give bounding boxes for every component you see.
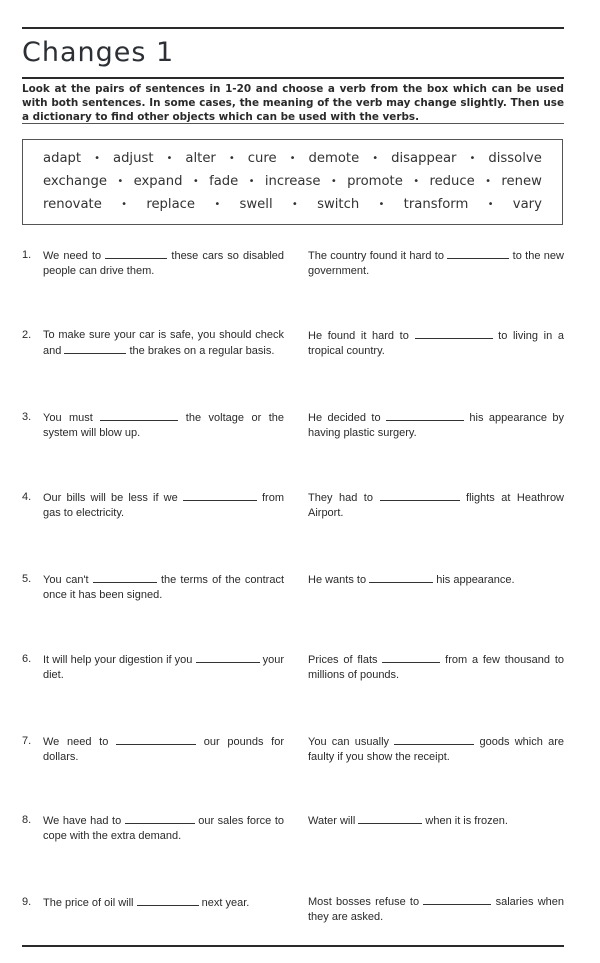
exercise-number: 5. — [22, 573, 32, 585]
sentence-before: The price of oil will — [43, 897, 134, 909]
sentence-after: his appearance by having plastic surgery. — [308, 412, 564, 439]
word: renovate — [43, 197, 102, 212]
sentence-before: To make sure your car is safe, you should check and — [43, 329, 284, 357]
exercise-4-right — [308, 490, 564, 521]
sentence-after: the voltage or the system will blow up. — [43, 412, 284, 439]
exercise-6-right — [308, 652, 564, 683]
bullet-icon: • — [117, 176, 124, 187]
answer-blank[interactable] — [93, 572, 157, 583]
sentence-after: the terms of the contract once it has been signed. — [43, 574, 284, 601]
sentence-before: Water will — [308, 815, 356, 827]
word-box-row — [43, 197, 542, 212]
sentence-after: when it is frozen. — [425, 815, 508, 827]
word: cure — [247, 151, 277, 166]
instructions: Look at the pairs of sentences in 1-20 and choose a verb from the box which can be used with both sentences. In some cases, the meaning of the verb may change slightly. Then use a dictionary to find other objects which can be used with the verbs. — [22, 83, 564, 123]
answer-blank[interactable] — [125, 813, 195, 824]
word: vary — [512, 197, 542, 212]
sentence-before: You can't — [43, 574, 89, 586]
word: alter — [185, 151, 216, 166]
sentence-before: He decided to — [308, 412, 381, 424]
word: reduce — [429, 174, 475, 189]
word: switch — [317, 197, 360, 212]
exercise-6-left — [22, 652, 284, 683]
word: exchange — [43, 174, 107, 189]
bullet-icon: • — [94, 153, 100, 164]
exercise-number: 6. — [22, 653, 32, 665]
bullet-icon: • — [228, 153, 235, 164]
answer-blank[interactable] — [105, 248, 167, 259]
page-title: Changes 1 — [22, 37, 175, 68]
sentence-after: salaries when they are asked. — [308, 896, 565, 923]
sentence-after: your diet. — [43, 654, 284, 681]
answer-blank[interactable] — [116, 734, 196, 745]
bullet-icon: • — [487, 199, 494, 210]
bullet-icon: • — [469, 153, 476, 164]
sentence-before: You can usually — [308, 736, 390, 748]
bullet-icon: • — [248, 176, 255, 187]
answer-blank[interactable] — [196, 652, 260, 663]
exercise-5-right — [308, 572, 564, 588]
exercise-number: 8. — [22, 814, 32, 826]
exercise-8-right — [308, 813, 564, 829]
answer-blank[interactable] — [100, 410, 178, 421]
word: demote — [308, 151, 360, 166]
exercise-1-left — [22, 248, 284, 279]
instructions-rule — [22, 123, 564, 124]
word-box — [22, 139, 563, 225]
sentence-before: Our bills will be less if we — [43, 492, 178, 504]
word: transform — [403, 197, 469, 212]
exercise-7-left — [22, 734, 284, 765]
word: adjust — [112, 151, 154, 166]
exercise-5-left — [22, 572, 284, 603]
exercise-2-left — [22, 328, 284, 359]
bullet-icon: • — [378, 199, 385, 210]
sentence-before: Prices of flats — [308, 654, 378, 666]
sentence-after: next year. — [201, 897, 250, 909]
sentence-before: Most bosses refuse to — [308, 896, 420, 908]
sentence-before: We need to — [43, 736, 109, 748]
sentence-before: He wants to — [308, 574, 367, 586]
exercise-4-left — [22, 490, 284, 521]
word: dissolve — [488, 151, 542, 166]
word-box-row — [43, 174, 542, 189]
sentence-after: from a few thousand to millions of pounds. — [308, 654, 565, 681]
exercise-9-left — [22, 895, 284, 911]
word: renew — [501, 174, 542, 189]
bullet-icon: • — [330, 176, 337, 187]
answer-blank[interactable] — [423, 894, 491, 905]
exercise-2-right — [308, 328, 564, 359]
sentence-before: We have had to — [43, 815, 122, 827]
bullet-icon: • — [214, 199, 221, 210]
bullet-icon: • — [166, 153, 173, 164]
bullet-icon: • — [413, 176, 420, 187]
answer-blank[interactable] — [183, 490, 257, 501]
exercise-number: 3. — [22, 411, 32, 423]
sentence-before: You must — [43, 412, 93, 424]
answer-blank[interactable] — [369, 572, 433, 583]
top-rule — [22, 27, 564, 29]
bottom-rule — [22, 945, 564, 947]
sentence-after: goods which are faulty if you show the receipt. — [308, 736, 565, 763]
answer-blank[interactable] — [380, 490, 460, 501]
sentence-after: to living in a tropical country. — [308, 330, 564, 357]
exercise-3-right — [308, 410, 564, 441]
bullet-icon: • — [485, 176, 492, 187]
sentence-before: It will help your digestion if you — [43, 654, 193, 666]
word: increase — [264, 174, 321, 189]
exercise-number: 7. — [22, 735, 32, 747]
exercise-9-right — [308, 894, 564, 925]
sentence-after: to the new government. — [308, 250, 564, 277]
answer-blank[interactable] — [64, 343, 126, 354]
sentence-after: our sales force to cope with the extra demand. — [43, 815, 284, 842]
exercise-3-left — [22, 410, 284, 441]
word: expand — [133, 174, 183, 189]
exercise-7-right — [308, 734, 564, 765]
bullet-icon: • — [289, 153, 296, 164]
bullet-icon: • — [121, 199, 128, 210]
exercise-number: 1. — [22, 249, 32, 261]
answer-blank[interactable] — [386, 410, 464, 421]
bullet-icon: • — [192, 176, 199, 187]
sentence-after: flights at Heathrow Airport. — [308, 492, 565, 519]
word-box-row — [43, 151, 542, 166]
sentence-after: the brakes on a regular basis. — [129, 345, 275, 357]
exercise-1-right — [308, 248, 564, 279]
word: promote — [347, 174, 403, 189]
word: replace — [146, 197, 196, 212]
sentence-after: our pounds for dollars. — [43, 736, 284, 763]
sentence-before: They had to — [308, 492, 373, 504]
exercise-number: 4. — [22, 491, 32, 503]
bullet-icon: • — [372, 153, 379, 164]
sentence-before: The country found it hard to — [308, 250, 444, 262]
answer-blank[interactable] — [394, 734, 474, 745]
answer-blank[interactable] — [137, 895, 199, 906]
sentence-after: these cars so disabled people can drive them. — [43, 250, 284, 277]
exercise-number: 2. — [22, 329, 32, 341]
title-rule — [22, 77, 564, 79]
sentence-after: from gas to electricity. — [43, 492, 284, 519]
exercise-number: 9. — [22, 896, 32, 908]
sentence-before: We need to — [43, 250, 102, 262]
answer-blank[interactable] — [358, 813, 422, 824]
exercise-8-left — [22, 813, 284, 844]
sentence-before: He found it hard to — [308, 330, 409, 342]
sentence-after: his appearance. — [436, 574, 515, 586]
word: fade — [209, 174, 239, 189]
answer-blank[interactable] — [447, 248, 509, 259]
word: swell — [239, 197, 273, 212]
word: adapt — [43, 151, 82, 166]
bullet-icon: • — [291, 199, 298, 210]
answer-blank[interactable] — [382, 652, 440, 663]
answer-blank[interactable] — [415, 328, 493, 339]
word: disappear — [391, 151, 457, 166]
